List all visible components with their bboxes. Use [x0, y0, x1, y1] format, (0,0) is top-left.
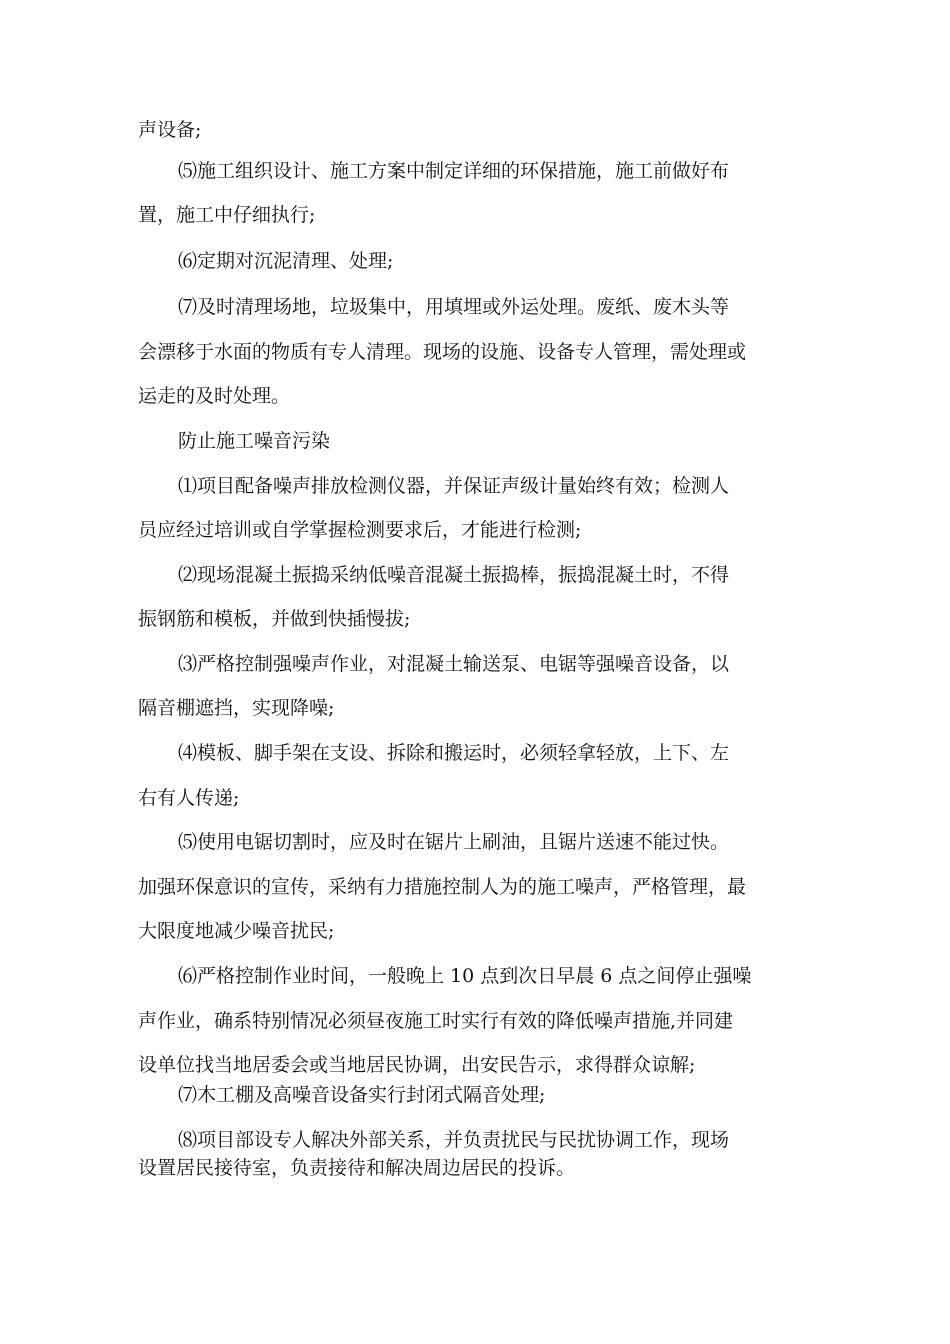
text-line: 会漂移于水面的物质有专人清理。现场的设施、设备专人管理，需处理或	[138, 341, 747, 363]
text-line: 大限度地减少噪音扰民;	[138, 920, 335, 942]
text-line: ⑷模板、脚手架在支设、拆除和搬运时，必须轻拿轻放，上下、左	[178, 742, 730, 764]
text-line: ⑹定期对沉泥清理、处理;	[178, 250, 394, 272]
text-line: ⑺及时清理场地，垃圾集中，用填埋或外运处理。废纸、废木头等	[178, 296, 730, 318]
text-line: ⑺木工棚及高噪音设备实行封闭式隔音处理;	[178, 1084, 546, 1106]
text-line: ⑸使用电锯切割时，应及时在锯片上刷油，且锯片送速不能过快。	[178, 831, 730, 853]
text-line: 置，施工中仔细执行;	[138, 204, 316, 226]
text-line: 隔音棚遮挡，实现降噪;	[138, 697, 335, 719]
text-line: 设单位找当地居委会或当地居民协调，出安民告示，求得群众谅解;	[138, 1054, 696, 1076]
text-line: ⑴项目配备噪声排放检测仪器，并保证声级计量始终有效；检测人	[178, 475, 730, 497]
text-line: 设置居民接待室，负责接待和解决周边居民的投诉。	[138, 1157, 576, 1179]
text-line: ⑸施工组织设计、施工方案中制定详细的环保措施，施工前做好布	[178, 160, 730, 182]
text-line: 声设备;	[138, 119, 202, 141]
text-line: 振钢筋和模板，并做到快插慢拔;	[138, 608, 411, 630]
text-line: 声作业，确系特别情况必须昼夜施工时实行有效的降低噪声措施,并同建	[138, 1010, 734, 1032]
text-line: ⑶严格控制强噪声作业，对混凝土输送泵、电锯等强噪音设备，以	[178, 653, 730, 675]
text-line: 员应经过培训或自学掌握检测要求后，才能进行检测;	[138, 519, 582, 541]
section-heading: 防止施工噪音污染	[178, 430, 331, 452]
text-line: ⑵现场混凝土振捣采纳低噪音混凝土振捣棒，振捣混凝土时，不得	[178, 564, 730, 586]
text-line: ⑹严格控制作业时间，一般晚上 10 点到次日早晨 6 点之间停止强噪	[178, 965, 752, 987]
text-line: 加强环保意识的宣传，采纳有力措施控制人为的施工噪声，严格管理，最	[138, 876, 747, 898]
text-line: 运走的及时处理。	[138, 385, 291, 407]
text-line: ⑻项目部设专人解决外部关系，并负责扰民与民扰协调工作，现场	[178, 1129, 730, 1151]
text-line: 右有人传递;	[138, 787, 240, 809]
